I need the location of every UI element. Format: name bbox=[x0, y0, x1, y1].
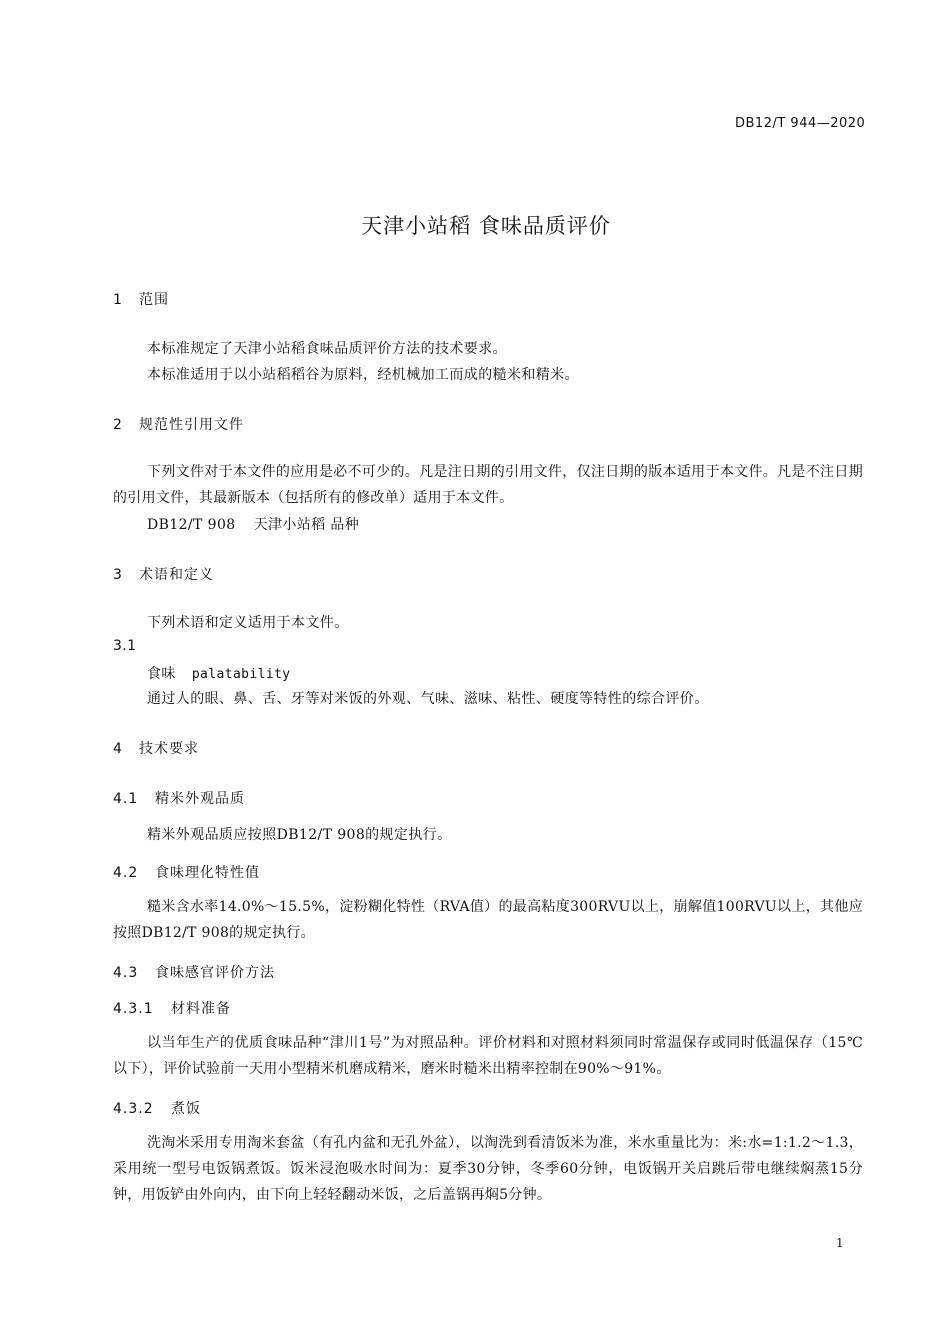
section-title: 范围 bbox=[139, 292, 169, 308]
section-heading-1 bbox=[113, 289, 169, 309]
section-number: 1 bbox=[113, 292, 123, 308]
section-heading-2 bbox=[113, 414, 244, 434]
term-entry bbox=[147, 663, 291, 683]
section-number: 4.3.2 bbox=[113, 1101, 154, 1117]
paragraph: 下列术语和定义适用于本文件。 bbox=[147, 615, 349, 631]
section-number: 4.2 bbox=[113, 865, 139, 881]
subsection-heading-4-3 bbox=[113, 962, 275, 982]
subsection-heading-4-3-1 bbox=[113, 998, 231, 1018]
section-number: 4.3 bbox=[113, 965, 139, 981]
section-title: 技术要求 bbox=[139, 741, 199, 757]
subsection-heading-4-3-2 bbox=[113, 1098, 201, 1118]
paragraph: 以当年生产的优质食味品种“津川1号”为对照品种。评价材料和对照材料须同时常温保存或同时低温保存（15℃以下），评价试验前一天用小型精米机磨成精米，磨米时糙米出精率控制在90%～91%。 bbox=[113, 1035, 863, 1077]
section-title: 规范性引用文件 bbox=[139, 417, 244, 433]
section-title: 材料准备 bbox=[171, 1001, 231, 1017]
subsection-heading-4-1 bbox=[113, 788, 245, 808]
section-title: 食味感官评价方法 bbox=[155, 965, 275, 981]
section-heading-3 bbox=[113, 564, 214, 584]
section-title: 精米外观品质 bbox=[155, 791, 245, 807]
term-zh: 食味 bbox=[147, 666, 176, 682]
section-title: 食味理化特性值 bbox=[155, 865, 260, 881]
paragraph: 洗淘米采用专用淘米套盆（有孔内盆和无孔外盆），以淘洗到看清饭米为准，米水重量比为：米:水=1:1.2～1.3，采用统一型号电饭锅煮饭。饭米浸泡吸水时间为：夏季30分钟，冬季60分钟，电饭锅开关启跳后带电继续焖蒸15分钟，用饭铲由外向内，由下向上轻轻翻动米饭，之后盖锅再焖5分钟。 bbox=[113, 1135, 863, 1203]
section-number: 4.3.1 bbox=[113, 1001, 154, 1017]
section-number: 2 bbox=[113, 417, 123, 433]
term-en: palatability bbox=[191, 667, 291, 682]
reference-title: 天津小站稻 品种 bbox=[253, 517, 360, 533]
paragraph: 本标准规定了天津小站稻食味品质评价方法的技术要求。 bbox=[147, 341, 507, 357]
term-number: 3.1 bbox=[113, 638, 137, 654]
section-title: 煮饭 bbox=[171, 1101, 201, 1117]
subsection-heading-4-2 bbox=[113, 862, 260, 882]
term-definition: 通过人的眼、鼻、舌、牙等对米饭的外观、气味、滋味、粘性、硬度等特性的综合评价。 bbox=[147, 691, 709, 707]
paragraph: 精米外观品质应按照DB12/T 908的规定执行。 bbox=[147, 827, 452, 843]
reference-code: DB12/T 908 bbox=[147, 517, 236, 533]
section-number: 4 bbox=[113, 741, 123, 757]
paragraph: 糙米含水率14.0%～15.5%，淀粉糊化特性（RVA值）的最高粘度300RVU以上，崩解值100RVU以上，其他应按照DB12/T 908的规定执行。 bbox=[113, 899, 863, 941]
document-number: DB12/T 944—2020 bbox=[735, 116, 866, 131]
section-title: 术语和定义 bbox=[139, 567, 214, 583]
page-number: 1 bbox=[836, 1236, 844, 1250]
section-heading-4 bbox=[113, 738, 199, 758]
normative-reference bbox=[147, 514, 359, 534]
page-title: 天津小站稻 食味品质评价 bbox=[361, 214, 611, 238]
section-number: 3 bbox=[113, 567, 123, 583]
paragraph: 下列文件对于本文件的应用是必不可少的。凡是注日期的引用文件，仅注日期的版本适用于本文件。凡是不注日期的引用文件，其最新版本（包括所有的修改单）适用于本文件。 bbox=[113, 464, 863, 506]
paragraph: 本标准适用于以小站稻稻谷为原料，经机械加工而成的糙米和精米。 bbox=[147, 367, 579, 383]
section-number: 4.1 bbox=[113, 791, 139, 807]
